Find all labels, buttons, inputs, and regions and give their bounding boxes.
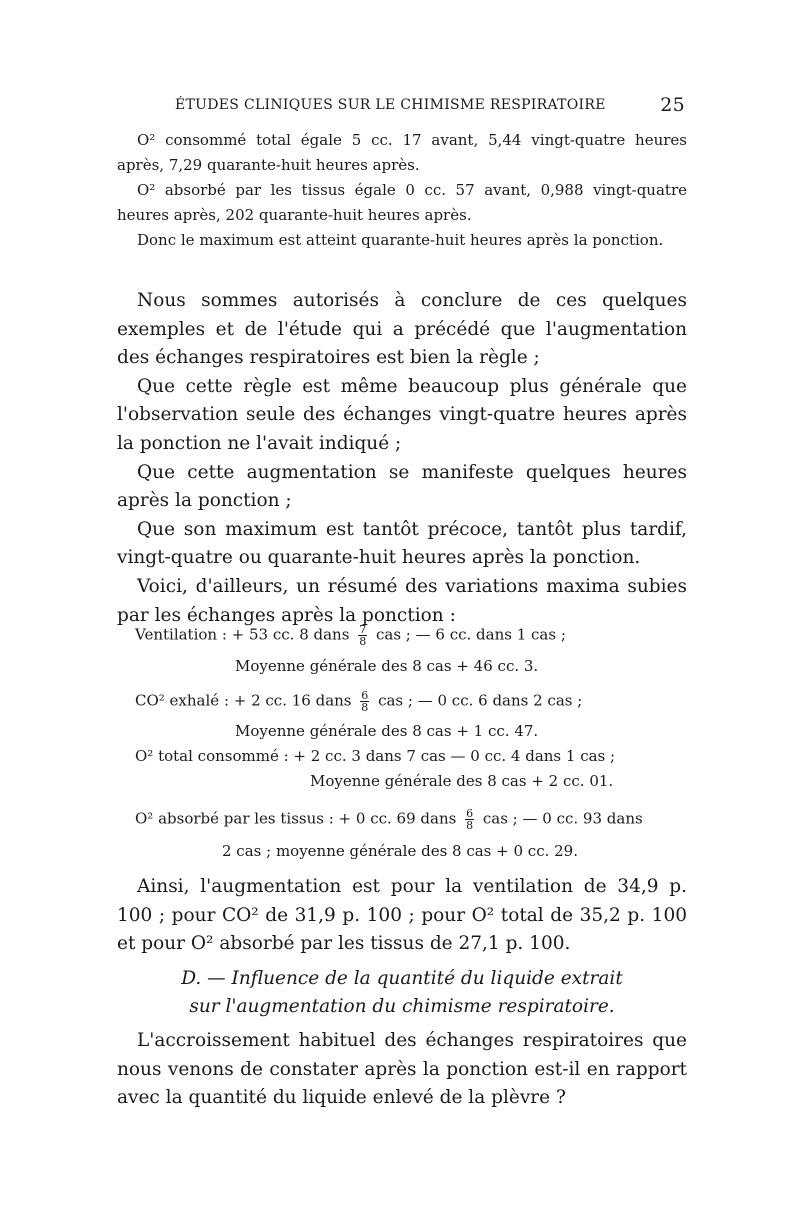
ventilation-mean: Moyenne générale des 8 cas + 46 cc. 3. <box>235 657 539 675</box>
section-heading-line1: D. — Influence de la quantité du liquide extrait <box>181 968 623 989</box>
paragraph: Voici, d'ailleurs, un résumé des variations maxima subies par les échanges après la ponction : <box>117 575 687 626</box>
top-block <box>117 128 687 253</box>
final-paragraph: L'accroissement habituel des échanges respiratoires que nous venons de constater après la ponction est-il en rapport avec la quantité du liquide enlevé de la plèvre ? <box>117 1030 687 1109</box>
section-heading-line2: sur l'augmentation du chimisme respiratoire. <box>189 996 615 1017</box>
o2-total-mean: Moyenne générale des 8 cas + 2 cc. 01. <box>310 772 614 790</box>
page-number: 25 <box>660 94 685 116</box>
conclusions-block <box>117 287 687 630</box>
conclusion-paragraph: Ainsi, l'augmentation est pour la ventilation de 34,9 p. 100 ; pour CO² de 31,9 p. 100 ; pour O² total de 35,2 p. 100 et pour O² absorbé par les tissus de 27,1 p. 100. <box>117 876 687 955</box>
paragraph: Que cette règle est même beaucoup plus générale que l'observation seule des échanges vingt-quatre heures après la ponction ne l'avait indiqué ; <box>117 375 687 454</box>
fraction: $\frac{6}{8}$ <box>361 689 369 714</box>
o2-absorbed-line: O² absorbé par les tissus égale 0 cc. 57 avant, 0,988 vingt-quatre heures après, 202 quarante-huit heures après. <box>117 181 687 224</box>
co2-mean: Moyenne générale des 8 cas + 1 cc. 47. <box>235 722 539 740</box>
section-heading <box>117 965 687 1021</box>
paragraph: Que son maximum est tantôt précoce, tantôt plus tardif, vingt-quatre ou quarante-huit heures après la ponction. <box>117 518 687 569</box>
running-title: ÉTUDES CLINIQUES SUR LE CHIMISME RESPIRATOIRE <box>175 97 606 113</box>
o2-absorbed-mean: 2 cas ; moyenne générale des 8 cas + 0 cc. 29. <box>222 842 578 860</box>
paragraph: Nous sommes autorisés à conclure de ces quelques exemples et de l'étude qui a précédé que l'augmentation des échanges respiratoires est bien la règle ; <box>117 290 687 369</box>
fraction: $\frac{6}{8}$ <box>466 807 474 832</box>
maximum-line: Donc le maximum est atteint quarante-huit heures après la ponction. <box>137 231 664 249</box>
ventilation-line: Ventilation : + 53 cc. 8 dans $\frac{7}{8}$ cas ; — 6 cc. dans 1 cas ; <box>135 623 566 648</box>
running-header <box>175 94 685 116</box>
o2-absorbed-line: O² absorbé par les tissus : + 0 cc. 69 dans $\frac{6}{8}$ cas ; — 0 cc. 93 dans <box>135 807 643 832</box>
co2-line: CO² exhalé : + 2 cc. 16 dans $\frac{6}{8}$ cas ; — 0 cc. 6 dans 2 cas ; <box>135 689 583 714</box>
fraction: $\frac{7}{8}$ <box>359 623 367 648</box>
o2-consumed-line: O² consommé total égale 5 cc. 17 avant, 5,44 vingt-quatre heures après, 7,29 quarante-huit heures après. <box>117 131 687 174</box>
o2-total-line: O² total consommé : + 2 cc. 3 dans 7 cas — 0 cc. 4 dans 1 cas ; <box>135 747 616 765</box>
paragraph: Que cette augmentation se manifeste quelques heures après la ponction ; <box>117 461 687 512</box>
